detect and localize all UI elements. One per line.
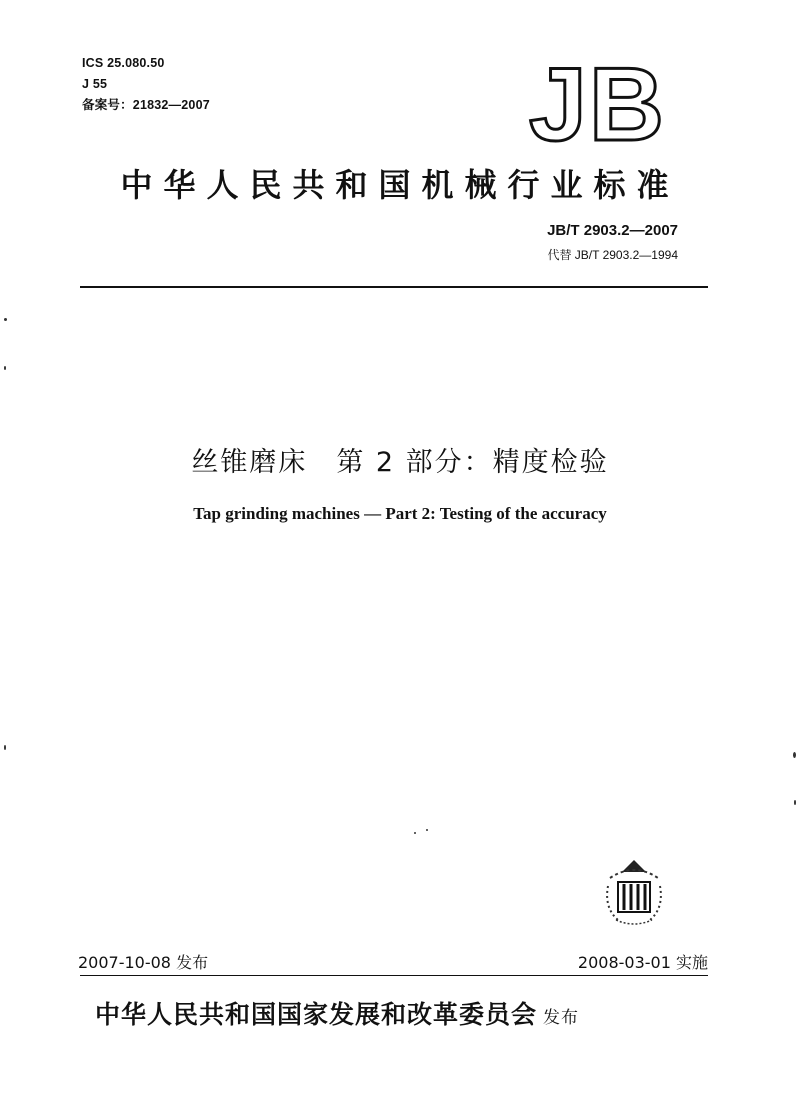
scan-speck	[4, 745, 6, 750]
scan-speck	[414, 832, 416, 834]
standard-category-title: 中华人民共和国机械行业标准	[120, 166, 680, 204]
scan-speck	[4, 318, 7, 321]
scan-speck	[793, 752, 796, 758]
issue-date: 2007-10-08 发布	[78, 953, 209, 972]
scan-speck	[4, 366, 6, 370]
document-title-chinese: 丝锥磨床 第 2 部分：精度检验	[191, 447, 609, 478]
scan-speck	[794, 800, 796, 805]
publisher	[95, 995, 579, 1031]
classification-code: J 55	[82, 77, 108, 91]
implementation-date: 2008-03-01 实施	[577, 953, 708, 972]
ics-code: ICS 25.080.50	[82, 56, 165, 70]
publisher-name: 中华人民共和国国家发展和改革委员会	[95, 1000, 538, 1029]
standard-number: JB/T 2903.2—2007	[547, 222, 678, 239]
jb-logo	[525, 58, 675, 148]
replaces-standard: 代替 JB/T 2903.2—1994	[547, 248, 678, 262]
header-rule	[80, 286, 708, 288]
filing-number: 备案号：21832—2007	[82, 98, 210, 112]
publisher-seal-icon	[600, 858, 668, 928]
publisher-suffix: 发布	[543, 1008, 580, 1028]
document-title-english: Tap grinding machines — Part 2: Testing of the accuracy	[193, 504, 607, 523]
svg-text:JB: JB	[529, 58, 666, 148]
footer-rule	[80, 975, 708, 976]
scan-speck	[426, 829, 428, 831]
